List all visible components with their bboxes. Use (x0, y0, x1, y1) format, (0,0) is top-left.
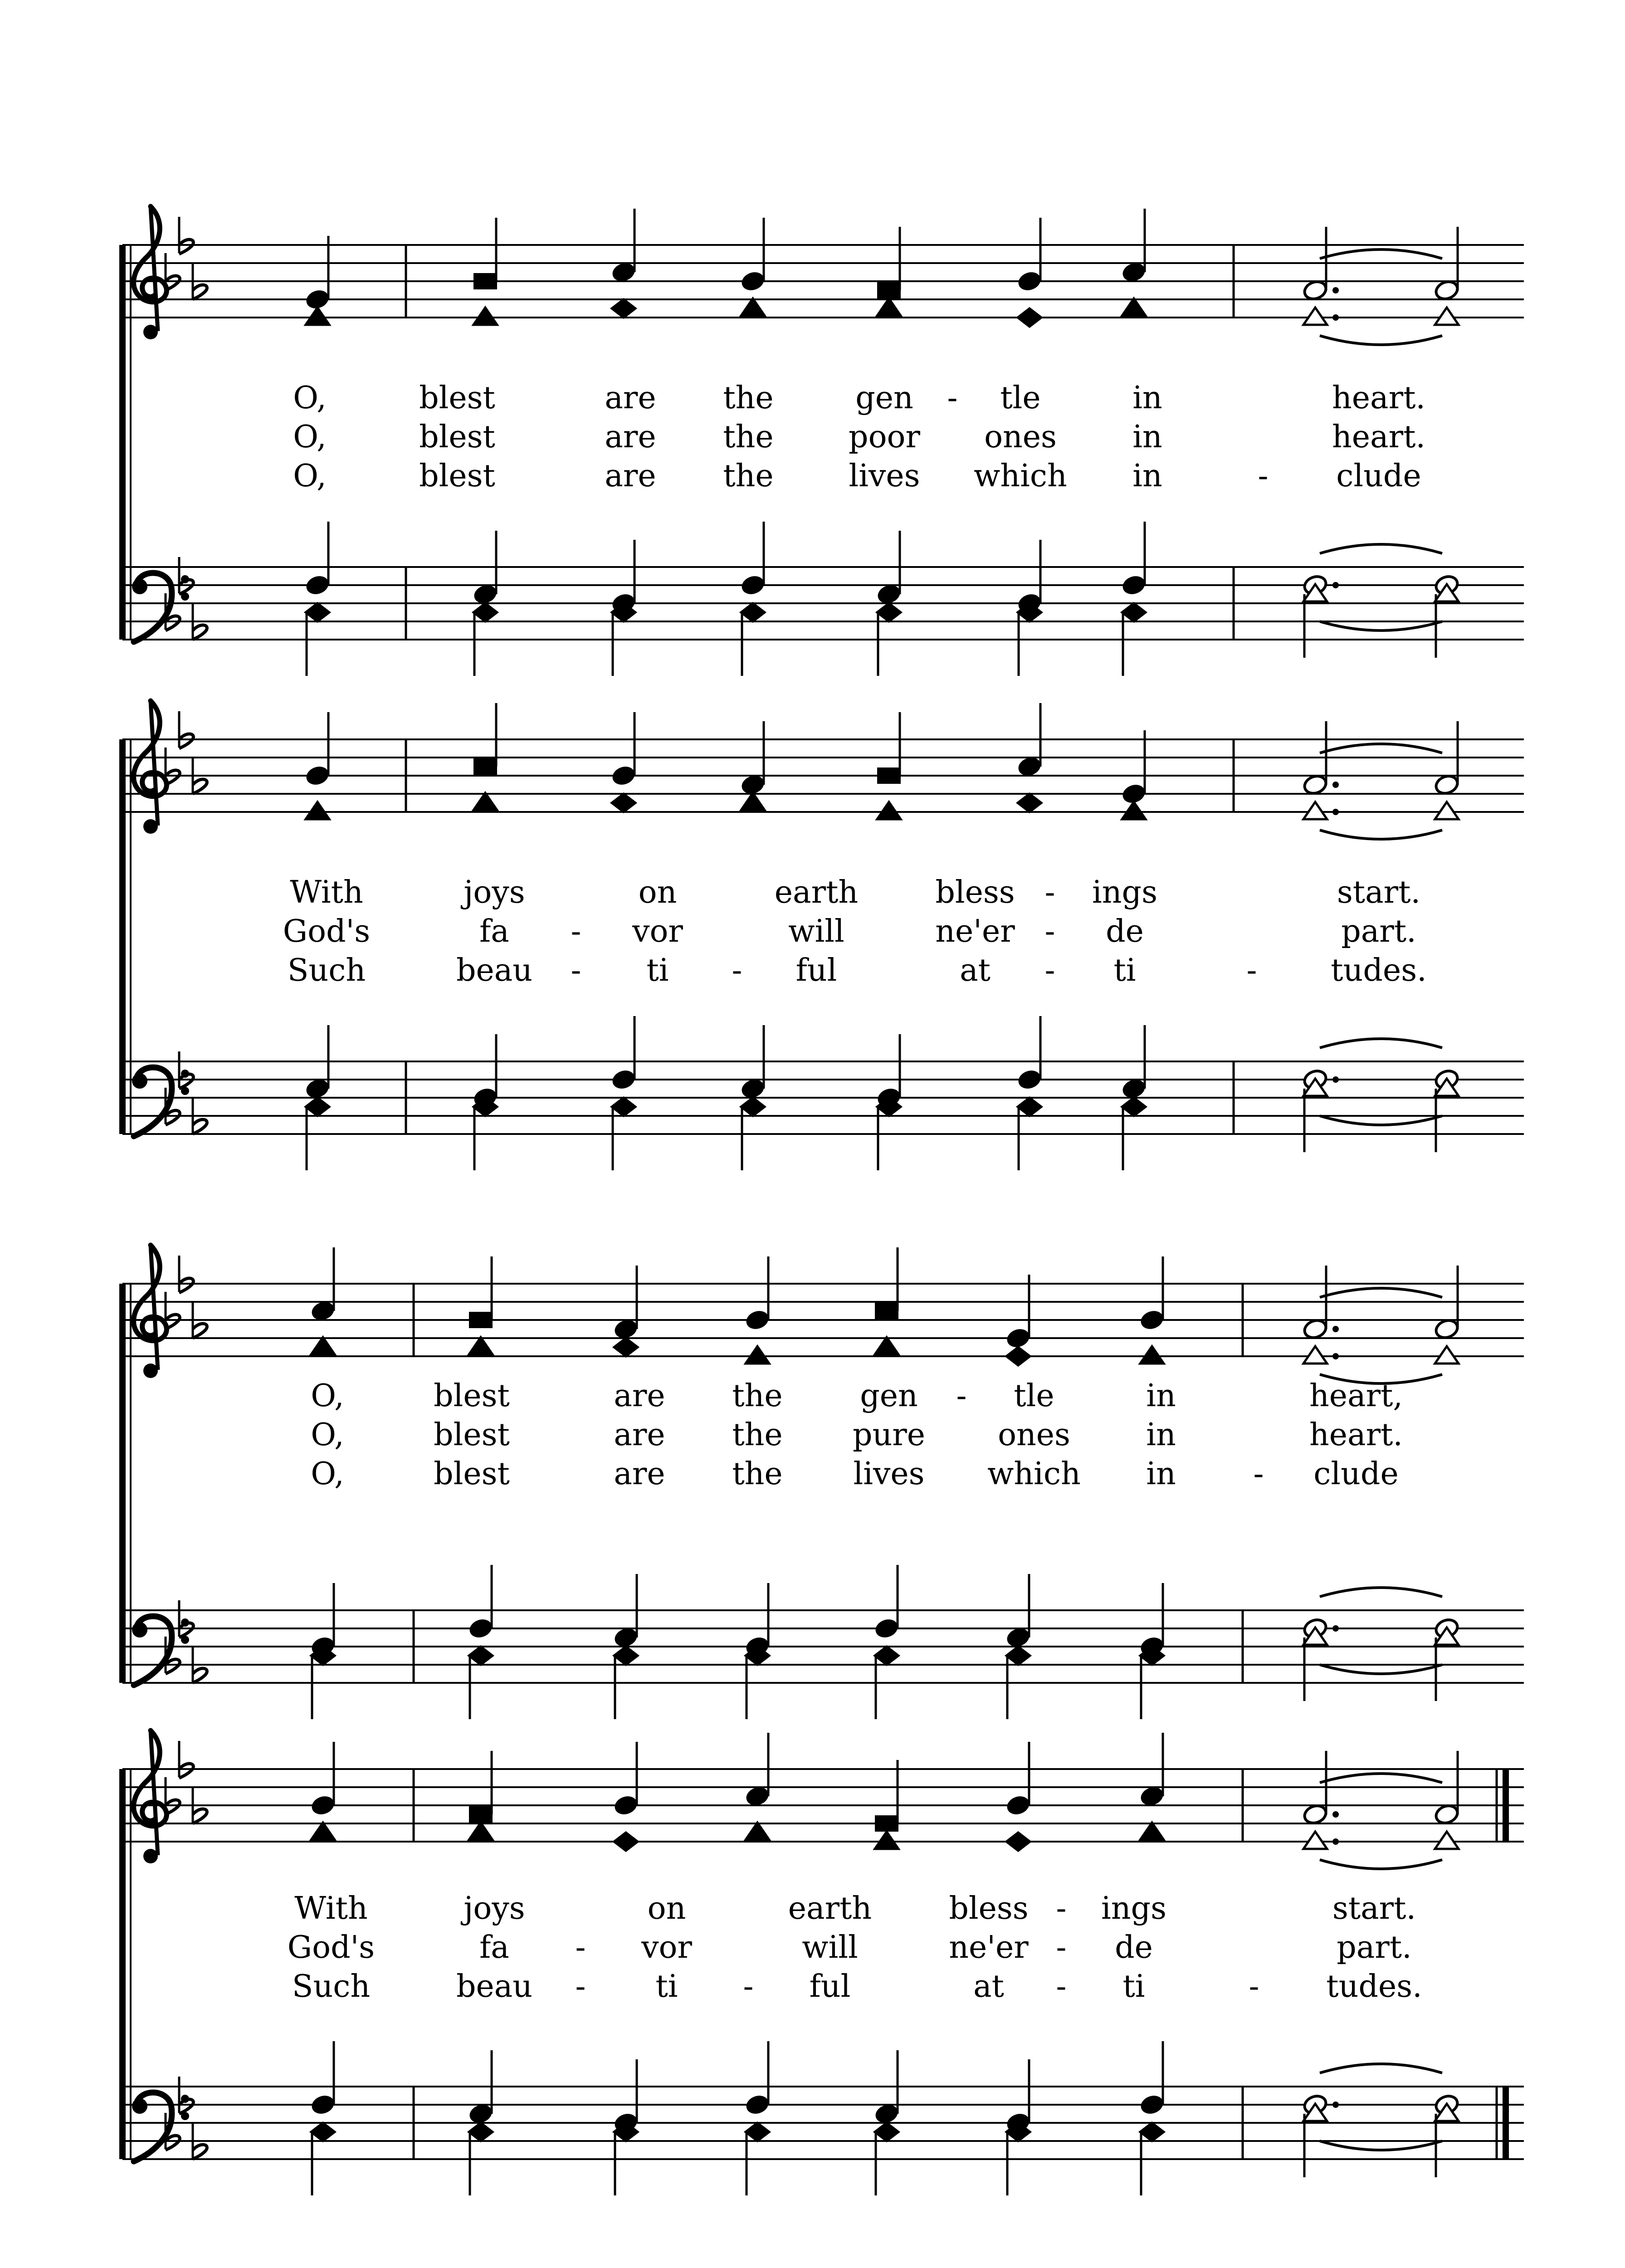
lyric-syllable: are (605, 380, 656, 416)
lyric-syllable: O, (311, 1456, 344, 1492)
note-head (741, 1098, 765, 1116)
note-head (310, 1300, 336, 1322)
note-head (468, 1617, 493, 1640)
flat-sign-icon (179, 217, 193, 254)
lyric-syllable: fa (479, 1930, 509, 1965)
lyric-syllable: de (1106, 914, 1144, 949)
lyric-hyphen: - (1044, 953, 1055, 988)
note-head (877, 603, 901, 621)
note-head (1303, 1346, 1327, 1364)
lyric-hyphen: - (1258, 458, 1269, 494)
note-head (1435, 1346, 1459, 1364)
note-head (1016, 270, 1042, 293)
dot (1332, 314, 1339, 321)
lyric-syllable: start. (1337, 875, 1421, 910)
lyric-syllable: ne'er (935, 914, 1015, 949)
lyric-syllable: fa (479, 914, 509, 949)
lyric-hyphen: - (575, 1969, 586, 2004)
lyric-hyphen: - (575, 1930, 586, 1965)
tie-arc (1320, 1665, 1442, 1674)
note-head (1140, 1823, 1164, 1840)
lyric-hyphen: - (1246, 953, 1257, 988)
lyric-syllable: blest (419, 419, 495, 455)
dot (1332, 782, 1339, 788)
note-head (1139, 1309, 1165, 1331)
lyric-syllable: in (1132, 380, 1162, 416)
tie-arc (1320, 249, 1442, 259)
lyric-syllable: gen (855, 380, 913, 416)
tie-arc (1320, 744, 1442, 753)
lyric-hyphen: - (743, 1969, 754, 2004)
note-head (473, 793, 497, 810)
lyric-syllable: ti (1113, 953, 1136, 988)
lyric-syllable: are (614, 1417, 665, 1453)
note-head (875, 2123, 898, 2141)
lyric-syllable: the (723, 380, 774, 416)
note-head (1006, 1647, 1030, 1665)
lyric-syllable: ne'er (949, 1930, 1029, 1965)
lyric-syllable: ful (809, 1969, 851, 2004)
note-head (311, 1337, 335, 1354)
lyric-syllable: the (723, 458, 774, 494)
note-head (744, 1309, 770, 1331)
lyric-syllable: which (974, 458, 1067, 494)
note-head (1006, 1347, 1030, 1365)
note-head (612, 299, 635, 318)
note-head (1006, 1833, 1030, 1851)
note-head (1018, 308, 1041, 327)
note-head (875, 1337, 898, 1354)
lyric-hyphen: - (1044, 875, 1055, 910)
lyric-syllable: joys (464, 875, 525, 910)
note-head (1434, 279, 1459, 302)
note-head (746, 1346, 769, 1364)
lyric-syllable: the (723, 419, 774, 455)
lyric-syllable: beau (456, 1969, 533, 2004)
flat-sign-icon (179, 1256, 193, 1293)
lyric-syllable: lives (853, 1456, 925, 1492)
note-head (740, 574, 766, 596)
note-head (1122, 298, 1146, 316)
note-head (469, 2123, 493, 2141)
tie-arc (1320, 1288, 1442, 1297)
note-head (1018, 1098, 1041, 1116)
note-head (741, 603, 765, 621)
dot (1332, 287, 1339, 293)
note-head (744, 2093, 770, 2116)
note-head (744, 1785, 770, 1808)
lyric-syllable: Such (292, 1969, 371, 2004)
flat-sign-icon (179, 1741, 193, 1778)
lyric-syllable: heart. (1332, 419, 1426, 455)
tie-arc (1320, 1860, 1442, 1869)
note-head (469, 1647, 493, 1665)
lyric-syllable: ones (984, 419, 1057, 455)
note-head (613, 1794, 639, 1817)
note-head (875, 1832, 898, 1849)
note-head (610, 261, 636, 284)
note-head (610, 1068, 636, 1091)
note-head (875, 1647, 898, 1665)
note-head (310, 2093, 336, 2116)
lyric-syllable: in (1146, 1378, 1176, 1414)
lyric-syllable: O, (293, 380, 327, 416)
dot (1332, 582, 1339, 588)
lyric-syllable: God's (287, 1930, 375, 1965)
lyric-syllable: blest (434, 1378, 510, 1414)
lyric-hyphen: - (1253, 1456, 1264, 1492)
note-head (470, 1313, 492, 1327)
lyric-syllable: With (290, 875, 363, 910)
note-head (1122, 603, 1146, 621)
lyric-hyphen: - (1056, 1969, 1067, 2004)
note-head (306, 603, 329, 621)
note-head (746, 2123, 769, 2141)
note-head (1018, 794, 1041, 812)
note-head (1303, 802, 1327, 819)
lyric-syllable: on (647, 1891, 686, 1926)
treble-clef-icon (134, 1730, 167, 1863)
note-head (1302, 1803, 1328, 1826)
lyric-syllable: lives (849, 458, 920, 494)
dot (1332, 1076, 1339, 1083)
lyric-syllable: vor (632, 914, 683, 949)
dot (1332, 1811, 1339, 1818)
note-head (1434, 1803, 1459, 1826)
note-head (1434, 773, 1459, 796)
lyric-syllable: gen (860, 1378, 918, 1414)
lyric-hyphen: - (956, 1378, 967, 1414)
note-head (740, 270, 766, 293)
lyric-syllable: are (614, 1456, 665, 1492)
lyric-syllable: ti (1122, 1969, 1145, 2004)
lyric-syllable: blest (419, 380, 495, 416)
note-head (470, 1807, 492, 1822)
note-head (610, 764, 636, 787)
lyric-syllable: ings (1101, 1891, 1166, 1926)
note-head (474, 759, 496, 774)
dot (1332, 2102, 1339, 2108)
lyric-hyphen: - (1249, 1969, 1259, 2004)
note-head (311, 2123, 335, 2141)
lyric-syllable: earth (788, 1891, 872, 1926)
lyric-syllable: will (788, 914, 844, 949)
lyric-syllable: tudes. (1326, 1969, 1422, 2004)
dot (1332, 1625, 1339, 1632)
note-head (1139, 1785, 1165, 1808)
lyric-syllable: in (1146, 1456, 1176, 1492)
note-head (306, 802, 329, 819)
note-head (310, 1794, 336, 1817)
note-head (1121, 574, 1147, 596)
lyric-syllable: ones (998, 1417, 1070, 1453)
lyric-syllable: in (1132, 458, 1162, 494)
note-head (306, 1098, 329, 1116)
note-head (878, 768, 900, 783)
note-head (473, 603, 497, 621)
note-head (306, 308, 329, 325)
lyric-syllable: at (960, 953, 991, 988)
note-head (304, 764, 330, 787)
lyric-syllable: heart. (1332, 380, 1426, 416)
lyric-syllable: ti (655, 1969, 678, 2004)
lyric-syllable: heart. (1309, 1417, 1403, 1453)
lyric-syllable: earth (774, 875, 859, 910)
lyric-syllable: vor (641, 1930, 692, 1965)
lyric-syllable: O, (311, 1417, 344, 1453)
lyric-syllable: at (973, 1969, 1004, 2004)
note-head (304, 574, 330, 596)
lyric-syllable: will (802, 1930, 858, 1965)
lyric-syllable: ful (795, 953, 837, 988)
lyric-syllable: God's (283, 914, 371, 949)
note-head (469, 1337, 493, 1354)
note-head (1435, 308, 1459, 325)
lyric-hyphen: - (571, 914, 581, 949)
note-head (873, 1617, 899, 1640)
note-head (612, 794, 635, 812)
dot (1332, 1326, 1339, 1332)
lyric-syllable: heart, (1309, 1378, 1403, 1414)
lyric-hyphen: - (1056, 1930, 1067, 1965)
note-head (1122, 802, 1146, 819)
lyric-syllable: start. (1332, 1891, 1416, 1926)
note-head (311, 1823, 335, 1840)
treble-clef-icon (134, 206, 167, 339)
lyric-syllable: O, (293, 458, 327, 494)
lyric-hyphen: - (947, 380, 958, 416)
tie-arc (1320, 336, 1442, 345)
tie-arc (1320, 1588, 1442, 1597)
tie-arc (1320, 2064, 1442, 2073)
note-head (1302, 773, 1328, 796)
note-head (877, 802, 901, 819)
lyric-hyphen: - (571, 953, 581, 988)
lyric-syllable: blest (434, 1417, 510, 1453)
lyric-syllable: clude (1336, 458, 1421, 494)
lyric-syllable: O, (311, 1378, 344, 1414)
note-head (878, 283, 900, 298)
note-head (741, 298, 765, 316)
lyric-syllable: With (294, 1891, 368, 1926)
note-head (746, 1823, 769, 1840)
lyric-syllable: joys (464, 1891, 525, 1926)
note-head (1005, 1794, 1031, 1817)
note-head (1121, 261, 1147, 284)
lyric-hyphen: - (1056, 1891, 1067, 1926)
note-head (473, 308, 497, 325)
lyric-syllable: tle (1014, 1378, 1054, 1414)
dot (1332, 1353, 1339, 1359)
lyric-syllable: the (732, 1378, 783, 1414)
lyric-syllable: ings (1092, 875, 1157, 910)
lyric-syllable: are (614, 1378, 665, 1414)
lyric-syllable: in (1132, 419, 1162, 455)
lyric-syllable: blest (434, 1456, 510, 1492)
lyric-syllable: tle (1000, 380, 1041, 416)
note-head (1122, 1098, 1146, 1116)
note-head (1303, 1832, 1327, 1849)
treble-clef-icon (134, 1245, 167, 1378)
lyric-syllable: the (732, 1417, 783, 1453)
lyric-hyphen: - (732, 953, 742, 988)
note-head (741, 793, 765, 810)
note-head (1302, 279, 1328, 302)
note-head (614, 1647, 638, 1665)
lyric-syllable: bless (935, 875, 1015, 910)
tie-arc (1320, 544, 1442, 553)
lyric-syllable: are (605, 458, 656, 494)
lyric-syllable: Such (287, 953, 366, 988)
lyric-syllable: in (1146, 1417, 1176, 1453)
note-head (614, 1338, 638, 1356)
lyric-syllable: part. (1337, 1930, 1412, 1965)
note-head (1303, 308, 1327, 325)
lyric-syllable: clude (1313, 1456, 1399, 1492)
note-head (1434, 1318, 1459, 1340)
note-head (1016, 1068, 1042, 1091)
note-head (1016, 755, 1042, 778)
note-head (614, 1833, 638, 1851)
lyric-syllable: pure (852, 1417, 926, 1453)
tie-arc (1320, 830, 1442, 839)
note-head (469, 1823, 493, 1840)
treble-clef-icon (134, 701, 167, 834)
lyric-syllable: on (638, 875, 677, 910)
note-head (612, 1098, 635, 1116)
tie-arc (1320, 1774, 1442, 1783)
lyric-syllable: part. (1341, 914, 1416, 949)
lyric-syllable: tudes. (1331, 953, 1427, 988)
dot (1332, 809, 1339, 815)
note-head (474, 274, 496, 288)
note-head (1302, 1318, 1328, 1340)
lyric-syllable: blest (419, 458, 495, 494)
flat-sign-icon (179, 711, 193, 748)
note-head (1435, 802, 1459, 819)
lyric-syllable: de (1115, 1930, 1153, 1965)
note-head (1435, 1832, 1459, 1849)
note-head (1140, 2123, 1164, 2141)
note-head (877, 298, 901, 316)
lyric-syllable: the (732, 1456, 783, 1492)
note-head (1140, 1346, 1164, 1364)
tie-arc (1320, 621, 1442, 631)
lyric-syllable: O, (293, 419, 327, 455)
lyric-syllable: bless (949, 1891, 1029, 1926)
note-head (876, 1816, 898, 1831)
note-head (1139, 2093, 1165, 2116)
tie-arc (1320, 1116, 1442, 1125)
tie-arc (1320, 1039, 1442, 1048)
lyric-syllable: poor (849, 419, 920, 455)
dot (1332, 1838, 1339, 1845)
lyric-syllable: beau (456, 953, 533, 988)
note-head (876, 1304, 898, 1318)
lyric-hyphen: - (1044, 914, 1055, 949)
lyric-syllable: ti (646, 953, 669, 988)
lyric-syllable: which (987, 1456, 1081, 1492)
lyric-syllable: are (605, 419, 656, 455)
tie-arc (1320, 2141, 1442, 2150)
